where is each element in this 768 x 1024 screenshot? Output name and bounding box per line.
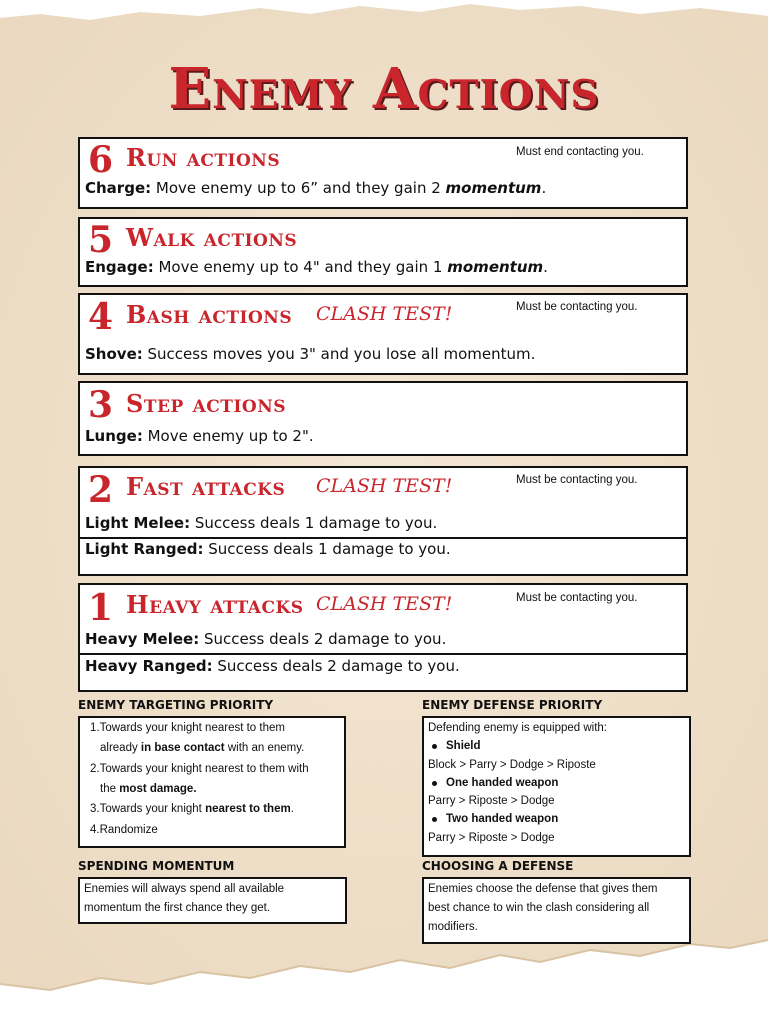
action-line: Heavy Melee: Success deals 2 damage to you.	[85, 630, 447, 648]
action-number: 6	[88, 139, 114, 181]
targeting-heading: ENEMY TARGETING PRIORITY	[78, 698, 274, 712]
action-note: Must end contacting you.	[516, 146, 644, 158]
clash-test-label: CLASH TEST!	[316, 475, 453, 497]
action-title: Step actions	[126, 389, 287, 418]
action-number: 2	[88, 469, 114, 511]
walk-actions-box	[78, 217, 688, 287]
bullet-icon	[432, 781, 437, 786]
choosing-text-line: best chance to win the clash considering all	[428, 902, 650, 914]
defense-order: Block > Parry > Dodge > Riposte	[428, 759, 596, 771]
choosing-box	[422, 877, 691, 944]
defense-group-name: Two handed weapon	[446, 813, 559, 825]
action-line: Light Ranged: Success deals 1 damage to you.	[85, 540, 451, 558]
heavy-attacks-box	[78, 583, 688, 692]
action-number: 4	[88, 296, 114, 338]
action-line: Charge: Move enemy up to 6” and they gain 2 momentum.	[85, 179, 547, 197]
list-item: 1.Towards your knight nearest to them	[90, 722, 285, 734]
action-line: Lunge: Move enemy up to 2".	[85, 427, 314, 445]
defense-group-name: One handed weapon	[446, 777, 559, 789]
action-title: Fast attacks	[126, 472, 286, 501]
run-actions-box	[78, 137, 688, 209]
defense-heading: ENEMY DEFENSE PRIORITY	[422, 698, 603, 712]
action-title: Bash actions	[126, 300, 293, 329]
clash-test-label: CLASH TEST!	[316, 593, 453, 615]
action-title: Heavy attacks	[126, 590, 304, 619]
action-line: Shove: Success moves you 3" and you lose all momentum.	[85, 345, 536, 363]
action-number: 3	[88, 384, 114, 426]
bullet-icon	[432, 817, 437, 822]
targeting-box	[78, 716, 346, 848]
choosing-heading: CHOOSING A DEFENSE	[422, 859, 574, 873]
step-actions-box	[78, 381, 688, 456]
momentum-box	[78, 877, 347, 924]
list-item: 4.Randomize	[90, 824, 158, 836]
action-note: Must be contacting you.	[516, 474, 638, 486]
defense-order: Parry > Riposte > Dodge	[428, 832, 555, 844]
list-item: already in base contact with an enemy.	[100, 742, 305, 754]
momentum-text-line: Enemies will always spend all available	[84, 883, 285, 895]
defense-box	[422, 716, 691, 857]
page-title: Enemy Actions	[168, 56, 600, 122]
list-item: the most damage.	[100, 783, 197, 795]
defense-order: Parry > Riposte > Dodge	[428, 795, 555, 807]
fast-attacks-box	[78, 466, 688, 576]
clash-test-label: CLASH TEST!	[316, 303, 453, 325]
defense-intro: Defending enemy is equipped with:	[428, 722, 608, 734]
momentum-heading: SPENDING MOMENTUM	[78, 859, 235, 873]
momentum-text-line: momentum the first chance they get.	[84, 902, 271, 914]
choosing-text-line: Enemies choose the defense that gives them	[428, 883, 658, 895]
action-title: Run actions	[126, 143, 281, 172]
list-item: 2.Towards your knight nearest to them with	[90, 763, 309, 775]
action-number: 1	[88, 587, 114, 629]
action-title: Walk actions	[126, 223, 298, 252]
action-number: 5	[88, 219, 114, 261]
action-line: Heavy Ranged: Success deals 2 damage to you.	[85, 657, 460, 675]
action-note: Must be contacting you.	[516, 301, 638, 313]
list-item: 3.Towards your knight nearest to them.	[90, 803, 294, 815]
bash-actions-box	[78, 293, 688, 375]
action-line: Engage: Move enemy up to 4" and they gain 1 momentum.	[85, 258, 548, 276]
choosing-text-line: modifiers.	[428, 921, 478, 933]
defense-group-name: Shield	[446, 740, 481, 752]
row-divider	[80, 653, 686, 655]
bullet-icon	[432, 744, 437, 749]
action-line: Light Melee: Success deals 1 damage to you.	[85, 514, 438, 532]
action-note: Must be contacting you.	[516, 592, 638, 604]
